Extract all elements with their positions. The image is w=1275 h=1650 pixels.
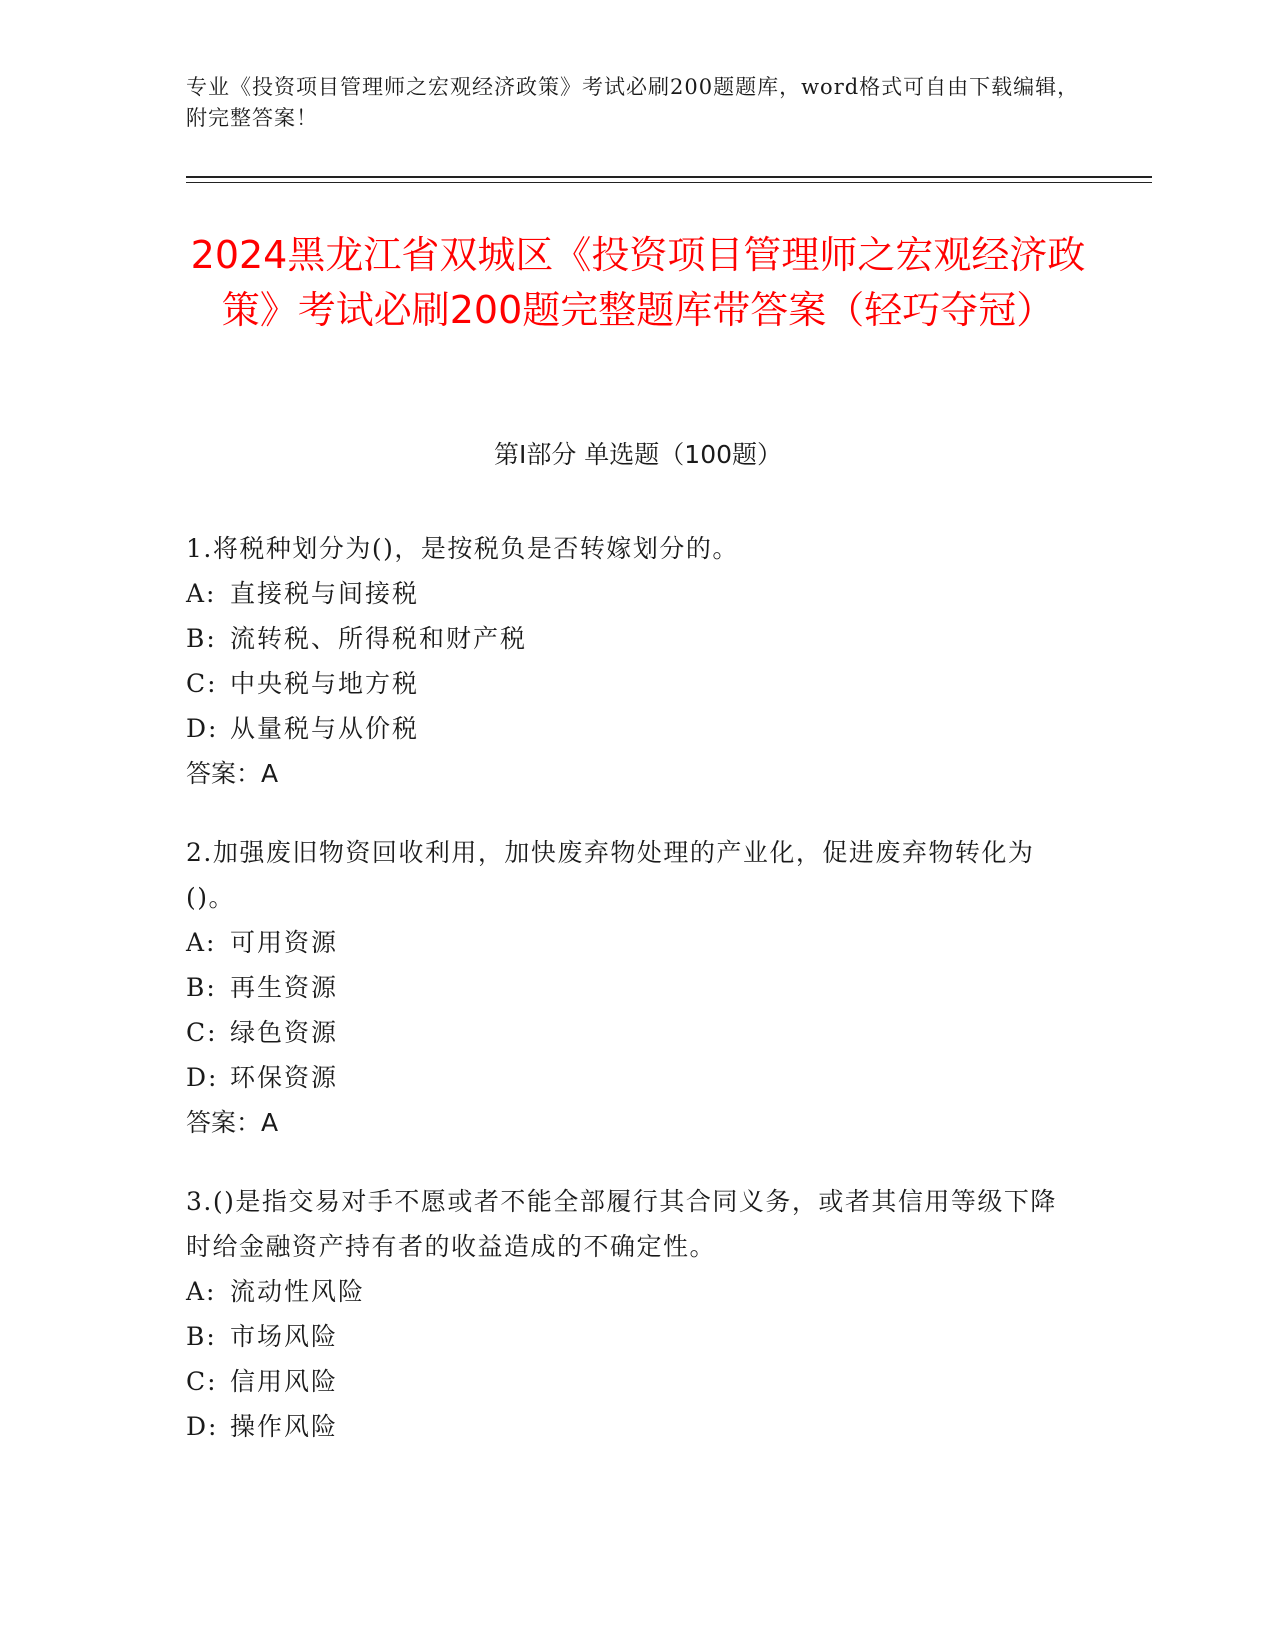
option-d: [186, 1055, 1066, 1100]
section-heading: 第I部分 单选题（100题）: [493, 440, 783, 469]
question-stem: 1.将税种划分为()，是按税负是否转嫁划分的。: [186, 534, 739, 563]
option-key: B:: [186, 973, 217, 1002]
option-key: B:: [186, 1322, 217, 1351]
option-key: A:: [186, 928, 217, 957]
option-key: B:: [186, 624, 217, 653]
question-list: [186, 526, 1066, 1483]
option-d: [186, 706, 1066, 751]
option-b: [186, 965, 1066, 1010]
option-text: 流转税、所得税和财产税: [230, 624, 528, 653]
question-item: [186, 830, 1066, 1145]
option-key: C:: [186, 1367, 218, 1396]
answer-line: 答案：A: [186, 1108, 279, 1137]
option-key: D:: [186, 1063, 219, 1092]
option-a: [186, 571, 1066, 616]
option-key: C:: [186, 669, 218, 698]
option-text: 中央税与地方税: [230, 669, 420, 698]
option-text: 流动性风险: [230, 1277, 366, 1306]
option-a: [186, 1269, 1066, 1314]
option-b: [186, 616, 1066, 661]
option-key: D:: [186, 714, 219, 743]
header-divider-thick: [186, 176, 1152, 178]
option-text: 信用风险: [230, 1367, 339, 1396]
option-c: [186, 661, 1066, 706]
option-text: 绿色资源: [230, 1018, 339, 1047]
question-item: [186, 1179, 1066, 1449]
option-text: 操作风险: [230, 1412, 339, 1441]
option-text: 直接税与间接税: [230, 579, 420, 608]
option-text: 可用资源: [230, 928, 339, 957]
header-note: 专业《投资项目管理师之宏观经济政策》考试必刷200题题库，word格式可自由下载编辑，附完整答案！: [186, 75, 1080, 130]
option-text: 环保资源: [230, 1063, 339, 1092]
option-key: D:: [186, 1412, 219, 1441]
option-a: [186, 920, 1066, 965]
option-key: A:: [186, 579, 217, 608]
option-text: 市场风险: [230, 1322, 339, 1351]
option-c: [186, 1010, 1066, 1055]
question-stem: 3.()是指交易对手不愿或者不能全部履行其合同义务，或者其信用等级下降时给金融资产持有者的收益造成的不确定性。: [186, 1187, 1057, 1261]
question-item: [186, 526, 1066, 796]
option-text: 从量税与从价税: [230, 714, 420, 743]
option-key: C:: [186, 1018, 218, 1047]
document-title: 2024黑龙江省双城区《投资项目管理师之宏观经济政策》考试必刷200题完整题库带答案（轻巧夺冠）: [190, 233, 1086, 332]
option-b: [186, 1314, 1066, 1359]
header-divider-thin: [186, 182, 1152, 183]
option-c: [186, 1359, 1066, 1404]
question-stem: 2.加强废旧物资回收利用，加快废弃物处理的产业化，促进废弃物转化为()。: [186, 838, 1035, 912]
option-text: 再生资源: [230, 973, 339, 1002]
option-d: [186, 1404, 1066, 1449]
option-key: A:: [186, 1277, 217, 1306]
answer-line: 答案：A: [186, 759, 279, 788]
